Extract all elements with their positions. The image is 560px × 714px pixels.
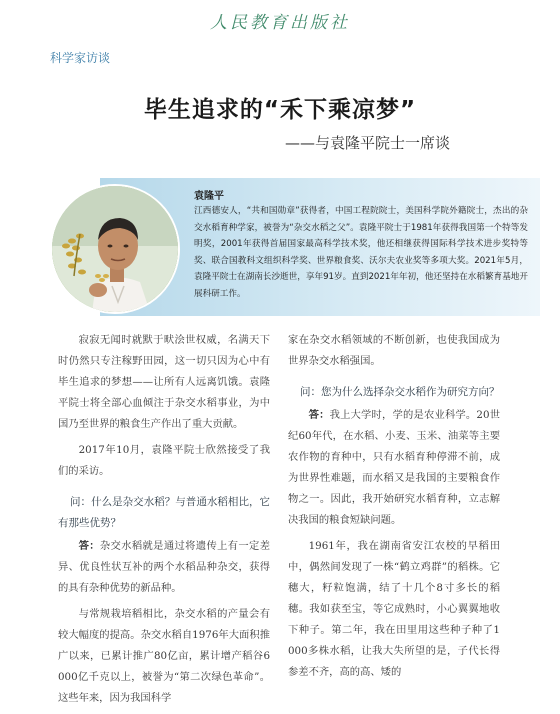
article-column-right — [288, 330, 500, 688]
interview-date-paragraph: 2017年10月，袁隆平院士欣然接受了我们的采访。 — [58, 444, 270, 477]
portrait-illustration — [52, 186, 178, 312]
question-text: 什么是杂交水稻？与普通水稻相比，它有那些优势？ — [58, 496, 271, 529]
intro-paragraph: 寂寂无闻时就默于畎浍世权威，名满天下时仍然只专注稼野田园，这一切只因为心中有毕生追求的梦想——让所有人远离饥饿。袁隆平院士将全部心血倾注于杂交水稻事业，为中国乃至世界的粮食生产作出了重大贡献。 — [58, 334, 270, 430]
body-paragraph: 1961年，我在湖南省安江农校的早稻田中，偶然间发现了一株“鹤立鸡群”的稻株。它穗大，籽粒饱满，结了十几个8寸多长的稻穗。我如获至宝，等它成熟时，小心翼翼地收下种子。第二年，我在田里用这些种子种了1 000多株水稻，让我大失所望的是，子代长得参差不齐，高的高、矮的 — [288, 540, 500, 678]
question-label: 问： — [70, 496, 92, 508]
continued-paragraph: 家在杂交水稻领域的不断创新，也使我国成为世界杂交水稻强国。 — [288, 334, 500, 367]
section-label: 科学家访谈 — [50, 51, 111, 65]
bio-name: 袁隆平 — [194, 191, 224, 202]
body-paragraph: 与常规栽培稻相比，杂交水稻的产量会有较大幅度的提高。杂交水稻自1976年大面积推广以来，已累计推广80亿亩，累计增产稻谷6 000亿千克以上，被誉为“第二次绿色革命”。这些年来，因为我国科学 — [58, 608, 270, 704]
bio-description: 江西德安人，“共和国勋章”获得者，中国工程院院士，美国科学院外籍院士，杰出的杂交水稻育种学家，被誉为“杂交水稻之父”。袁隆平院士于1981年获得我国第一个特等发明奖，2001年获得首届国家最高科学技术奖，他还相继获得国际科学技术进步奖特等奖、联合国教科文组织科学奖、世界粮食奖、沃尔夫农业奖等多项大奖。2021年5月，袁隆平院士在湖南长沙逝世，享年91岁。直到2021年年初，他还坚持在水稻繁育基地开展科研工作。 — [194, 206, 528, 299]
answer-2 — [288, 405, 500, 531]
answer-text: 我上大学时，学的是农业科学。20世纪60年代，在水稻、小麦、玉米、油菜等主要农作物的育种中，只有水稻育种停滞不前，成为世界性难题，而水稻又是我国的主要粮食作物之一。因此，我开始研究水稻育种，立志解决我国的粮食短缺问题。 — [288, 409, 501, 526]
portrait-photo — [50, 184, 180, 314]
article-title: 毕生追求的“禾下乘凉梦” — [143, 97, 417, 123]
question-1 — [58, 492, 270, 534]
question-text: 您为什么选择杂交水稻作为研究方向？ — [321, 386, 500, 398]
publisher-logo: 人民教育出版社 — [210, 13, 350, 33]
article-column-left — [58, 330, 270, 714]
question-2 — [288, 382, 500, 403]
article-subtitle: ——与袁隆平院士一席谈 — [285, 134, 451, 152]
answer-label: 答： — [78, 540, 100, 552]
answer-1 — [58, 536, 270, 599]
answer-text: 杂交水稻就是通过将遗传上有一定差异、优良性状互补的两个水稻品种杂交，获得的具有杂种优势的新品种。 — [58, 540, 271, 594]
answer-label: 答： — [308, 409, 330, 421]
question-label: 问： — [300, 386, 321, 398]
